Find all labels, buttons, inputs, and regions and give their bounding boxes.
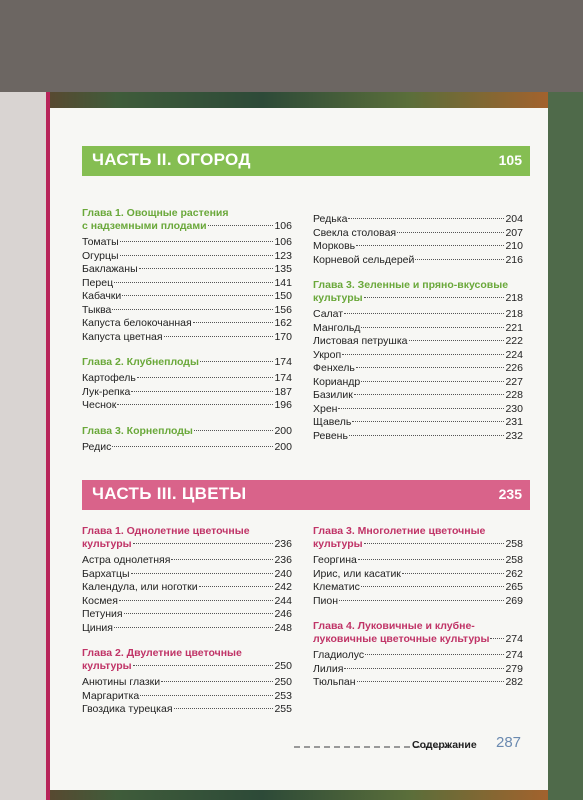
entry-title: Календула, или ноготки — [82, 581, 198, 593]
dot-leader — [208, 225, 274, 226]
chapter-spacer — [313, 608, 523, 620]
entry-title: Ревень — [313, 429, 348, 442]
entry-page-number: 221 — [505, 321, 523, 334]
toc-entry — [82, 622, 292, 636]
entry-title: Лук-репка — [82, 385, 131, 398]
entry-page-number: 258 — [505, 554, 523, 566]
dot-leader — [356, 367, 505, 368]
dot-leader — [356, 245, 504, 246]
entry-title: Морковь — [313, 240, 356, 252]
chapter-title-row — [82, 220, 292, 233]
entry-title: Картофель — [82, 372, 136, 384]
dot-leader — [140, 695, 273, 696]
chapter-spacer — [82, 413, 292, 425]
chapter-page-number: 250 — [274, 660, 292, 672]
chapter-title-line: культуры — [313, 292, 363, 304]
footer-section-label: Содержание — [412, 739, 477, 751]
dot-leader — [339, 600, 504, 601]
entry-title: Капуста белокочанная — [82, 317, 192, 329]
part-2-page: 105 — [498, 152, 522, 168]
dot-leader — [354, 394, 505, 395]
entry-page-number: 207 — [505, 226, 523, 239]
chapter-page-number: 106 — [274, 220, 292, 232]
dot-leader — [342, 354, 504, 355]
dot-leader — [133, 665, 274, 666]
dot-leader — [112, 309, 273, 310]
entry-page-number: 210 — [505, 240, 523, 252]
dot-leader — [120, 255, 274, 256]
entry-title: Свекла столовая — [313, 226, 397, 239]
chapter-title-line: Глава 1. Однолетние цветочные — [82, 525, 250, 537]
toc-entry — [313, 663, 523, 677]
dot-leader — [344, 668, 504, 669]
chapter-title-row — [82, 425, 292, 438]
dot-leader — [114, 627, 273, 628]
entry-page-number: 156 — [274, 303, 292, 316]
entry-title: Мангольд — [313, 321, 361, 334]
entry-title: Салат — [313, 308, 344, 320]
entry-page-number: 240 — [274, 567, 292, 580]
entry-title: Тыква — [82, 303, 112, 316]
chapter-title-row — [313, 292, 523, 305]
chapter-title-line: Глава 3. Корнеплоды — [82, 424, 193, 437]
toc-entry — [82, 250, 292, 264]
entry-title: Анютины глазки — [82, 676, 161, 688]
toc-entry — [82, 236, 292, 250]
dot-leader — [161, 681, 273, 682]
toc-entry — [313, 362, 523, 376]
chapter-heading — [82, 356, 292, 369]
part-2-title: ЧАСТЬ II. ОГОРОД — [92, 150, 251, 169]
entry-title: Баклажаны — [82, 263, 138, 275]
entry-title: Тюльпан — [313, 676, 356, 688]
entry-page-number: 222 — [505, 335, 523, 347]
toc-entry — [82, 290, 292, 304]
toc-entry — [313, 568, 523, 582]
entry-page-number: 187 — [274, 385, 292, 398]
entry-page-number: 282 — [505, 676, 523, 688]
entry-title: Огурцы — [82, 249, 119, 262]
dot-leader — [131, 391, 273, 392]
entry-title: Гладиолус — [313, 649, 365, 661]
dot-leader — [415, 259, 504, 260]
entry-page-number: 170 — [274, 330, 292, 343]
entry-page-number: 246 — [274, 608, 292, 620]
entry-title: Листовая петрушка — [313, 335, 408, 347]
dot-leader — [348, 218, 504, 219]
dot-leader — [490, 638, 504, 639]
toc-entry — [82, 317, 292, 331]
entry-page-number: 174 — [274, 372, 292, 384]
dot-leader — [122, 295, 273, 296]
toc-entry — [82, 581, 292, 595]
toc-entry — [82, 277, 292, 291]
toc-entry — [82, 703, 292, 717]
dot-leader — [361, 327, 504, 328]
chapter-title-line: культуры — [82, 538, 132, 550]
part-3-title: ЧАСТЬ III. ЦВЕТЫ — [92, 484, 247, 503]
entry-page-number: 248 — [274, 621, 292, 634]
chapter-title-line: Глава 2. Двулетние цветочные — [82, 647, 242, 659]
toc-entry — [82, 690, 292, 704]
chapter-title-line: с надземными плодами — [82, 220, 207, 232]
toc-entry — [82, 331, 292, 345]
chapter-page-number: 218 — [505, 292, 523, 304]
toc-entry — [82, 386, 292, 400]
entry-page-number: 162 — [274, 317, 292, 329]
chapter-title-line: Глава 4. Луковичные и клубне- — [313, 620, 475, 632]
toc-entry — [82, 441, 292, 455]
toc-entry — [313, 240, 523, 254]
part-2-header — [82, 146, 530, 176]
dot-leader — [364, 543, 505, 544]
dot-leader — [131, 573, 274, 574]
chapter-title-row — [82, 538, 292, 551]
entry-page-number: 269 — [505, 594, 523, 607]
chapter-heading — [82, 647, 292, 673]
chapter-page-number: 174 — [274, 356, 292, 368]
dot-leader — [357, 681, 505, 682]
toc-entry — [313, 376, 523, 390]
entry-page-number: 106 — [274, 236, 292, 248]
entry-page-number: 150 — [274, 290, 292, 302]
toc-entry — [313, 227, 523, 241]
part-2-right-column — [313, 213, 523, 443]
entry-title: Маргаритка — [82, 689, 140, 702]
entry-title: Корневой сельдерей — [313, 253, 415, 266]
entry-page-number: 141 — [274, 276, 292, 289]
chapter-title-row — [82, 660, 292, 673]
chapter-page-number: 258 — [505, 538, 523, 550]
entry-title: Астра однолетняя — [82, 554, 171, 566]
chapter-title-line: Глава 1. Овощные растения — [82, 207, 229, 219]
dot-leader — [200, 361, 274, 362]
toc-entry — [313, 308, 523, 322]
entry-title: Пион — [313, 594, 339, 607]
dot-leader — [117, 404, 273, 405]
entry-title: Редис — [82, 440, 112, 453]
dot-leader — [365, 654, 504, 655]
dot-leader — [174, 708, 274, 709]
dot-leader — [409, 340, 505, 341]
entry-page-number: 279 — [505, 662, 523, 675]
toc-entry — [313, 254, 523, 268]
toc-entry — [82, 263, 292, 277]
entry-page-number: 253 — [274, 689, 292, 702]
dot-leader — [349, 435, 505, 436]
toc-entry — [313, 581, 523, 595]
entry-title: Лилия — [313, 662, 344, 675]
part-3-page: 235 — [498, 486, 522, 502]
dot-leader — [124, 613, 274, 614]
toc-page — [50, 108, 548, 790]
chapter-spacer — [82, 635, 292, 647]
dot-leader — [397, 232, 504, 233]
entry-page-number: 255 — [274, 703, 292, 715]
toc-entry — [313, 389, 523, 403]
entry-page-number: 242 — [274, 581, 292, 593]
entry-page-number: 230 — [505, 402, 523, 415]
toc-entry — [313, 554, 523, 568]
entry-title: Укроп — [313, 348, 342, 361]
toc-entry — [313, 595, 523, 609]
book-left-edge — [0, 92, 46, 800]
part-2-left-column — [82, 207, 292, 454]
entry-title: Чеснок — [82, 399, 117, 411]
cover-photo-right — [548, 92, 583, 800]
entry-page-number: 123 — [274, 249, 292, 262]
entry-page-number: 265 — [505, 581, 523, 593]
entry-title: Ирис, или касатик — [313, 567, 401, 580]
dot-leader — [139, 268, 274, 269]
chapter-heading — [82, 525, 292, 551]
chapter-title-row — [82, 356, 292, 369]
chapter-title-line: Глава 3. Зеленные и пряно-вкусовые — [313, 279, 509, 291]
part-3-right-column — [313, 525, 523, 690]
entry-title: Хрен — [313, 402, 338, 415]
footer-page-number: 287 — [496, 734, 522, 751]
entry-title: Капуста цветная — [82, 330, 163, 343]
toc-entry — [82, 676, 292, 690]
toc-entry — [313, 403, 523, 417]
dot-leader — [112, 446, 273, 447]
entry-title: Базилик — [313, 389, 353, 401]
dot-leader — [344, 313, 504, 314]
chapter-heading — [82, 207, 292, 233]
toc-entry — [82, 608, 292, 622]
dot-leader — [119, 600, 274, 601]
entry-page-number: 226 — [505, 362, 523, 374]
toc-entry — [82, 568, 292, 582]
entry-title: Томаты — [82, 236, 119, 248]
entry-page-number: 274 — [505, 649, 523, 661]
dot-leader — [361, 381, 504, 382]
entry-title: Фенхель — [313, 362, 355, 374]
dot-leader — [133, 543, 274, 544]
entry-page-number: 196 — [274, 399, 292, 411]
dot-leader — [120, 241, 274, 242]
entry-page-number: 216 — [505, 253, 523, 266]
toc-entry — [82, 372, 292, 386]
entry-page-number: 228 — [505, 389, 523, 401]
dot-leader — [194, 430, 274, 431]
scan-background — [0, 0, 583, 92]
chapter-spacer — [82, 344, 292, 356]
dot-leader — [199, 586, 274, 587]
chapter-spacer — [313, 267, 523, 279]
entry-title: Георгина — [313, 554, 357, 566]
toc-entry — [313, 213, 523, 227]
entry-page-number: 227 — [505, 375, 523, 388]
chapter-heading — [313, 279, 523, 305]
dot-leader — [137, 377, 274, 378]
chapter-title-row — [313, 538, 523, 551]
chapter-title-line: культуры — [82, 660, 132, 672]
chapter-page-number: 236 — [274, 538, 292, 550]
toc-entry — [313, 322, 523, 336]
entry-title: Редька — [313, 213, 348, 225]
dot-leader — [358, 559, 505, 560]
entry-page-number: 224 — [505, 348, 523, 361]
entry-title: Циния — [82, 621, 113, 634]
chapter-title-line: Глава 3. Многолетние цветочные — [313, 525, 486, 537]
toc-entry — [313, 430, 523, 444]
entry-page-number: 250 — [274, 676, 292, 688]
dot-leader — [193, 322, 274, 323]
chapter-page-number: 274 — [505, 633, 523, 645]
entry-title: Бархатцы — [82, 567, 130, 580]
entry-title: Щавель — [313, 416, 352, 428]
entry-page-number: 236 — [274, 554, 292, 566]
toc-entry — [82, 304, 292, 318]
toc-entry — [82, 399, 292, 413]
entry-page-number: 204 — [505, 213, 523, 225]
entry-page-number: 262 — [505, 567, 523, 580]
toc-entry — [313, 335, 523, 349]
toc-entry — [313, 649, 523, 663]
part-3-header — [82, 480, 530, 510]
chapter-title-line: луковичные цветочные культуры — [313, 633, 490, 645]
dot-leader — [361, 586, 505, 587]
dot-leader — [364, 297, 505, 298]
entry-page-number: 200 — [274, 440, 292, 453]
entry-title: Кабачки — [82, 290, 122, 302]
entry-title: Кориандр — [313, 375, 361, 388]
toc-entry — [82, 595, 292, 609]
toc-entry — [313, 416, 523, 430]
part-3-left-column — [82, 525, 292, 717]
entry-title: Космея — [82, 594, 118, 607]
chapter-title-line: Глава 2. Клубнеплоды — [82, 356, 199, 368]
entry-page-number: 135 — [274, 263, 292, 275]
chapter-title-line: культуры — [313, 538, 363, 550]
dot-leader — [338, 408, 504, 409]
entry-title: Петуния — [82, 608, 123, 620]
dot-leader — [164, 336, 274, 337]
toc-entry — [313, 676, 523, 690]
chapter-heading — [82, 425, 292, 438]
entry-page-number: 244 — [274, 594, 292, 607]
entry-title: Гвоздика турецкая — [82, 703, 173, 715]
chapter-heading — [313, 620, 523, 646]
chapter-heading — [313, 525, 523, 551]
toc-entry — [313, 349, 523, 363]
entry-title: Перец — [82, 276, 114, 289]
entry-page-number: 232 — [505, 429, 523, 442]
entry-title: Клематис — [313, 581, 360, 593]
toc-entry — [82, 554, 292, 568]
dot-leader — [352, 421, 504, 422]
dot-leader — [171, 559, 273, 560]
dot-leader — [402, 573, 505, 574]
dot-leader — [114, 282, 273, 283]
chapter-title-row — [313, 633, 523, 646]
entry-page-number: 218 — [505, 308, 523, 320]
chapter-page-number: 200 — [274, 424, 292, 437]
entry-page-number: 231 — [505, 416, 523, 428]
